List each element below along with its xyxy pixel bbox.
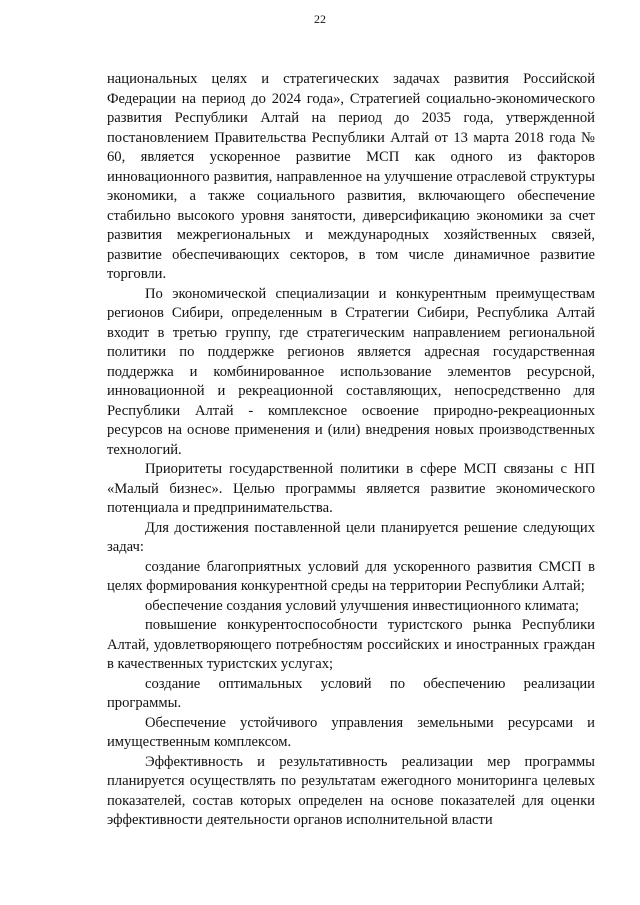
- task-item-program-implementation: создание оптимальных условий по обеспечению реализации программы.: [107, 675, 595, 711]
- paragraph-priorities: Приоритеты государственной политики в сфере МСП связаны с НП «Малый бизнес». Целью программы является развитие экономического потенциала и предпринимательства.: [107, 461, 595, 516]
- document-body: [107, 70, 595, 831]
- paragraph-tasks-intro: Для достижения поставленной цели планируется решение следующих задач:: [107, 519, 595, 555]
- paragraph-effectiveness: Эффективность и результативность реализации мер программы планируется осуществлять по результатам ежегодного мониторинга целевых показателей, состав которых определен на основе показателей для оценки эффективности деятельности органов исполнительной власти: [107, 753, 595, 828]
- paragraph-continuation: национальных целях и стратегических задачах развития Российской Федерации на период до 2024 года», Стратегией социально-экономического развития Республики Алтай на период до 2035 года, утвержденной постановлением Правительства Республики Алтай от 13 марта 2018 года № 60, является ускоренное развитие МСП как одного из факторов инновационного развития, направленное на улучшение отраслевой структуры экономики, а также социального развития, включающего обеспечение стабильно высокого уровня занятости, диверсификацию экономики за счет развития межрегиональных и международных хозяйственных связей, развитие обеспечивающих секторов, в том числе динамичное развитие торговли.: [107, 71, 595, 282]
- paragraph-specialization: По экономической специализации и конкурентным преимуществам регионов Сибири, определенным в Стратегии Сибири, Республика Алтай входит в третью группу, где стратегическим направлением региональной политики по поддержке регионов является адресная государственная поддержка и комбинированное использование элементов ресурсной, инновационной и рекреационной составляющих, непосредственно для Республики Алтай - комплексное освоение природно-рекреационных ресурсов на основе применения и (или) внедрения новых производственных технологий.: [107, 285, 595, 458]
- task-item-tourism-competitiveness: повышение конкурентоспособности туристского рынка Республики Алтай, удовлетворяющего потребностям российских и иностранных граждан в качественных туристских услугах;: [107, 617, 595, 672]
- page-number: 22: [314, 12, 326, 26]
- task-item-favorable-conditions: создание благоприятных условий для ускоренного развития СМСП в целях формирования конкурентной среды на территории Республики Алтай;: [107, 558, 595, 594]
- task-item-investment-climate: обеспечение создания условий улучшения инвестиционного климата;: [145, 597, 580, 614]
- paragraph-land-management: Обеспечение устойчивого управления земельными ресурсами и имущественным комплексом.: [107, 714, 595, 750]
